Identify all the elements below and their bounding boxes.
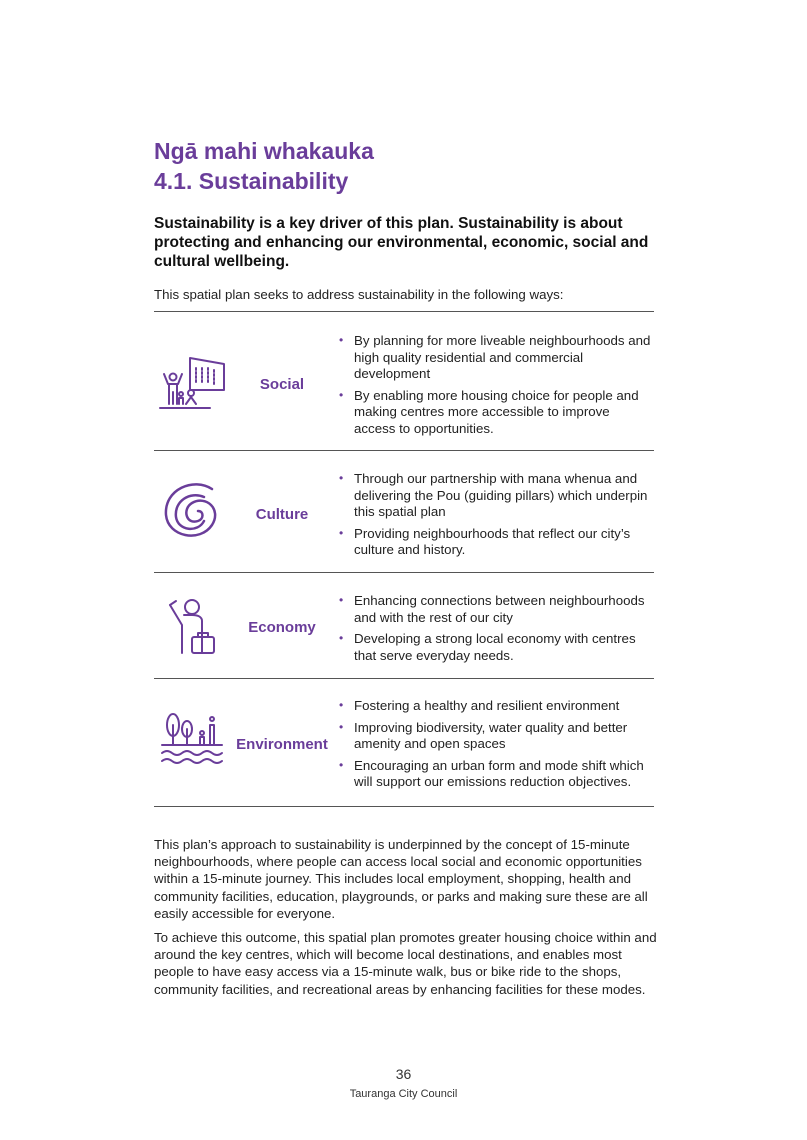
koru-spiral-icon bbox=[154, 481, 234, 543]
footer-text: Tauranga City Council bbox=[349, 1088, 458, 1100]
row-label-social: Social bbox=[259, 376, 305, 393]
list-item: • Providing neighbourhoods that reflect our city’s culture and history. bbox=[338, 526, 654, 559]
sustainability-table bbox=[154, 311, 654, 807]
economy-person-briefcase-icon bbox=[154, 595, 234, 657]
list-item: • By planning for more liveable neighbourhoods and high quality residential and commercial development bbox=[338, 333, 654, 383]
body-paragraph-2: To achieve this outcome, this spatial plan promotes greater housing choice within and around the key centres, which will become local destinations, and enables most people to have easy access via a 15-minute walk, bus or bike ride to the shops, community facilities, and recreational areas by enhancing facilities for these modes. bbox=[154, 930, 657, 997]
list-item: • Fostering a healthy and resilient environment bbox=[338, 698, 654, 715]
table-row-social bbox=[154, 311, 654, 450]
list-item: • Improving biodiversity, water quality and better amenity and open spaces bbox=[338, 720, 654, 753]
environment-trees-water-icon bbox=[154, 711, 234, 775]
table-row-economy bbox=[154, 572, 654, 678]
table-row-culture bbox=[154, 450, 654, 572]
intro-text: This spatial plan seeks to address sustainability in the following ways: bbox=[154, 287, 564, 302]
list-item: • Developing a strong local economy with centres that serve everyday needs. bbox=[338, 631, 654, 664]
list-item: • By enabling more housing choice for people and making centres more accessible to improve access to opportunities. bbox=[338, 388, 654, 438]
list-item: • Enhancing connections between neighbourhoods and with the rest of our city bbox=[338, 593, 654, 626]
row-label-environment: Environment bbox=[236, 736, 328, 753]
row-label-culture: Culture bbox=[255, 506, 309, 523]
table-row-environment bbox=[154, 678, 654, 807]
bullet-list-social bbox=[338, 333, 654, 442]
lead-paragraph: Sustainability is a key driver of this plan. Sustainability is about protecting and enhancing our environmental, economic, social and cultural wellbeing. bbox=[154, 215, 649, 270]
bullet-list-economy bbox=[338, 593, 654, 669]
body-paragraph-1: This plan’s approach to sustainability is underpinned by the concept of 15-minute neighbourhoods, where people can access local social and economic opportunities within a 15-minute journey. This includes local employment, shopping, health and community facilities, education, playgrounds, or parks and making sure these are all easily accessible for everyone. bbox=[154, 837, 648, 921]
row-label-economy: Economy bbox=[248, 619, 316, 636]
list-item: • Encouraging an urban form and mode shift which will support our emissions reduction objectives. bbox=[338, 758, 654, 791]
section-title: 4.1. Sustainability bbox=[154, 168, 349, 194]
page-number: 36 bbox=[395, 1066, 412, 1082]
social-icon bbox=[154, 348, 234, 414]
section-title-maori: Ngā mahi whakauka bbox=[154, 138, 374, 164]
bullet-list-environment bbox=[338, 698, 654, 796]
bullet-list-culture bbox=[338, 471, 654, 564]
list-item: • Through our partnership with mana whenua and delivering the Pou (guiding pillars) which underpin this spatial plan bbox=[338, 471, 654, 521]
